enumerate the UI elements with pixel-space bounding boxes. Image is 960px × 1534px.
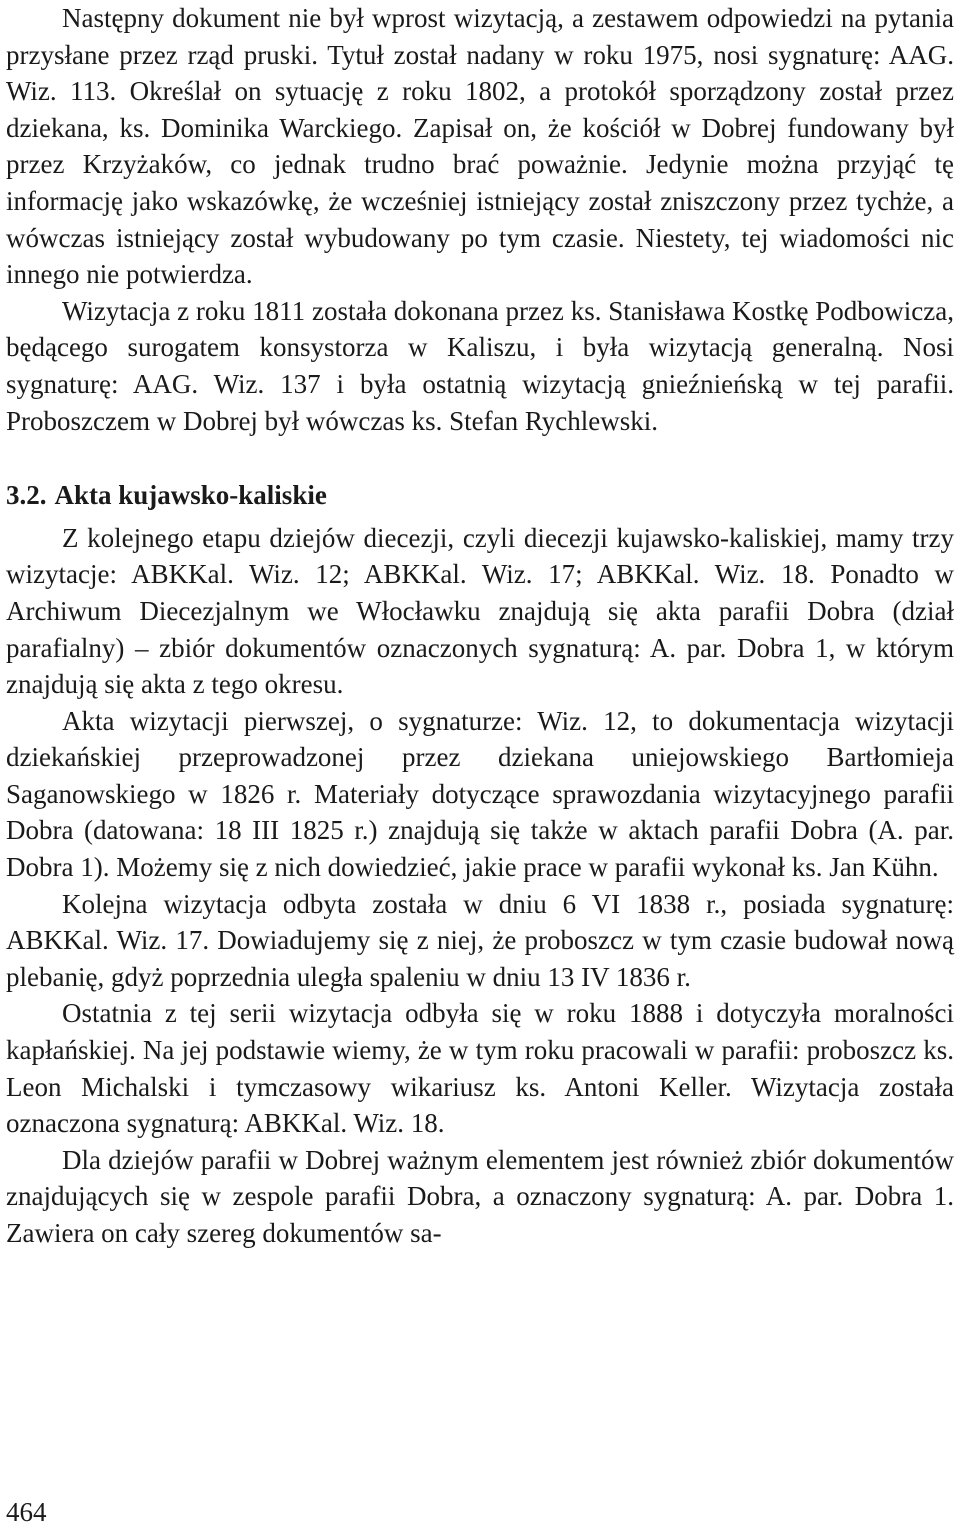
paragraph-second-visitation: Kolejna wizytacja odbyta została w dniu 6 VI 1838 r., posiada sygnaturę: ABKKal. Wiz. 17. Dowiadujemy się z niej, że proboszcz w tym czasie budował nową plebanię, gdyż poprzednia uległa spaleniu w dniu 13 IV 1836 r. [6,888,954,992]
paragraph-kujawsko-kaliskie-intro: Z kolejnego etapu dziejów diecezji, czyli diecezji kujawsko-kaliskiej, mamy trzy wizytacje: ABKKal. Wiz. 12; ABKKal. Wiz. 17; ABKKal. Wiz. 18. Ponadto w Archiwum Diecezjalnym we Włocławku znajdują się akta parafii Dobra (dział parafialny) – zbiór dokumentów oznaczonych sygnaturą: A. par. Dobra 1, w którym znajdują się akta z tego okresu. [6,522,954,700]
paragraph-ssq-answers: Następny dokument nie był wprost wizytacją, a zestawem odpowiedzi na pytania przysłane przez rząd pruski. Tytuł został nadany w roku 1975, nosi sygnaturę: AAG. Wiz. 113. Określał on sytuację z roku 1802, a protokół sporządzony został przez dziekana, ks. Dominika Warckiego. Zapisał on, że kościół w Dobrej fundowany był przez Krzyżaków, co jednak trudno brać poważnie. Jedynie można przyjąć tę informację jako wskazówkę, że wcześniej istniejący został zniszczony przez tychże, a wówczas istniejący został wybudowany po tym czasie. Niestety, tej wiadomości nic innego nie potwierdza. [6,3,954,290]
paragraph-parish-documents: Dla dziejów parafii w Dobrej ważnym elementem jest również zbiór dokumentów znajdujących się w zespole parafii Dobra, a oznaczony sygnaturą: A. par. Dobra 1. Zawiera on cały szereg dokumentów sa- [6,1144,954,1248]
page-number: 464 [6,1497,47,1527]
document-page [6,0,954,1252]
paragraph-first-visitation: Akta wizytacji pierwszej, o sygnaturze: Wiz. 12, to dokumentacja wizytacji dziekańskiej przeprowadzonej przez dziekana uniejowskiego Bartłomieja Saganowskiego w 1826 r. Materiały dotyczące sprawozdania wizytacyjnego parafii Dobra (datowana: 18 III 1825 r.) znajdują się także w aktach parafii Dobra (A. par. Dobra 1). Możemy się z nich dowiedzieć, jakie prace w parafii wykonał ks. Jan Kühn. [6,705,954,883]
spacer [6,439,954,477]
section-title: Akta kujawsko-kaliskie [54,480,327,511]
paragraph-last-visitation: Ostatnia z tej serii wizytacja odbyła się w roku 1888 i dotyczyła moralności kapłańskiej. Na jej podstawie wiemy, że w tym roku pracowali w parafii: proboszcz ks. Leon Michalski i tymczasowy wikariusz ks. Antoni Keller. Wizytacja została oznaczona sygnaturą: ABKKal. Wiz. 18. [6,998,954,1139]
section-heading [6,477,954,514]
paragraph-visitation-1811: Wizytacja z roku 1811 została dokonana przez ks. Stanisława Kostkę Podbowicza, będącego surogatem konsystorza w Kaliszu, i była wizytacją generalną. Nosi sygnaturę: AAG. Wiz. 137 i była ostatnią wizytacją gnieźnieńską w tej parafii. Proboszczem w Dobrej był wówczas ks. Stefan Rychlewski. [6,295,954,436]
section-number: 3.2. [6,480,47,511]
